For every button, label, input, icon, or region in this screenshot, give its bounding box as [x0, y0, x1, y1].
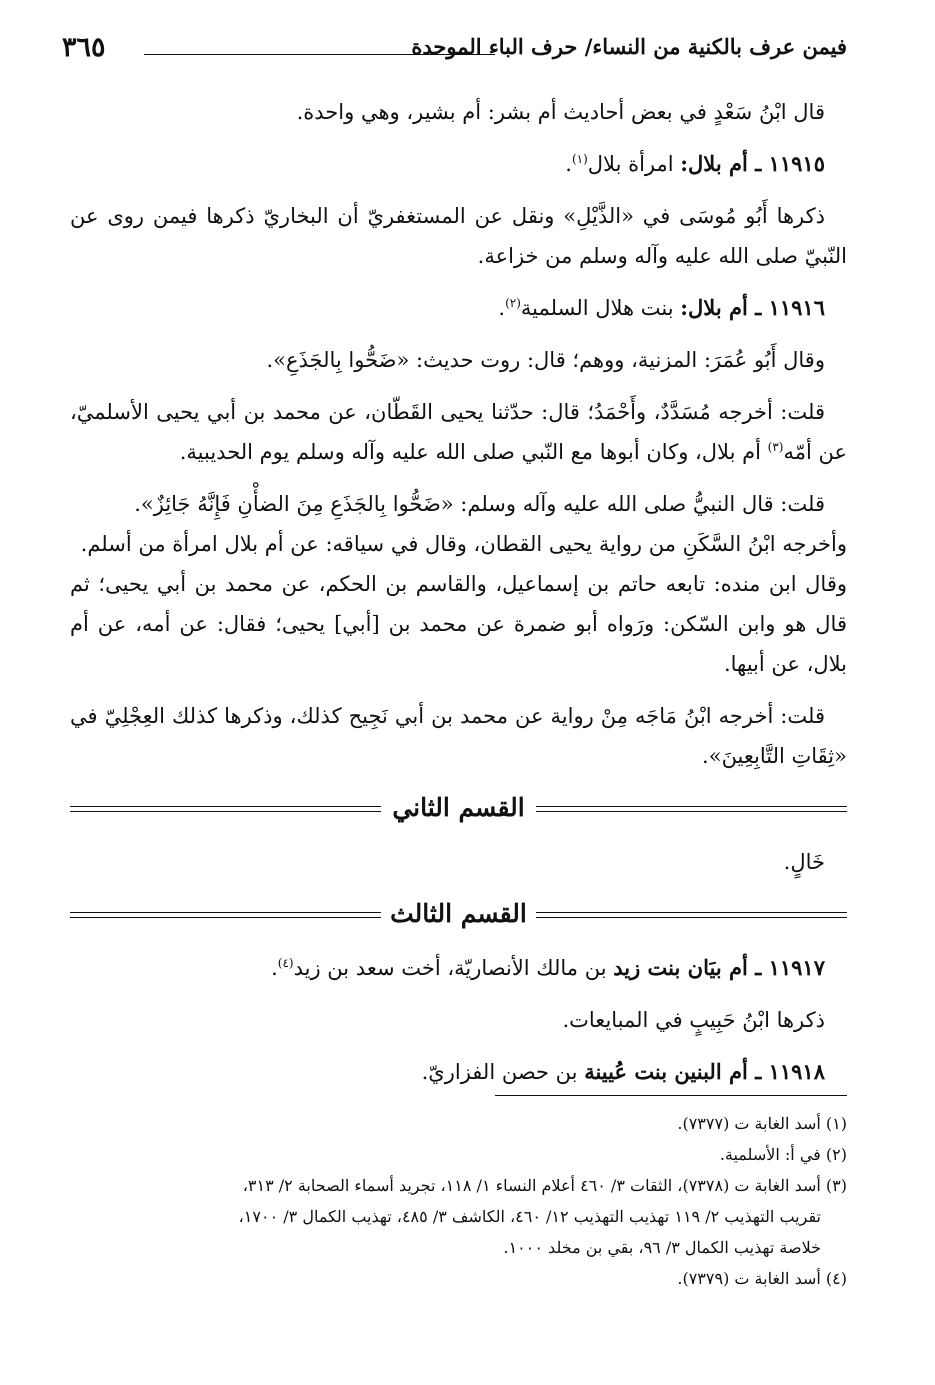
paragraph: قلت: قال النبيُّ صلى الله عليه وآله وسلم: «ضَحُّوا بِالجَذَعِ مِنَ الضأْنِ فَإِنَّهُ جَائِزٌ».	[134, 492, 825, 516]
footnote-ref: (٢)	[505, 296, 521, 310]
entry-end: .	[565, 152, 572, 176]
paragraph: وقال أَبُو عُمَرَ: المزنية، ووهم؛ قال: روت حديث: «ضَحُّوا بِالجَذَعِ».	[266, 348, 825, 372]
entry-end: .	[498, 296, 506, 320]
section-title: القسم الثالث	[390, 899, 527, 928]
paragraph: قلت: أخرجه ابْنُ مَاجَه مِنْ رواية عن محمد بن أبي نَجِيح كذلك، وذكرها كذلك العِجْلِيّ في «ثِقَاتِ التَّابِعِينَ».	[70, 704, 847, 768]
section-heading-2	[70, 788, 847, 832]
entry-heading: ١١٩١٦ ـ أم بلال:	[680, 295, 825, 320]
paragraph: قال ابْنُ سَعْدٍ في بعض أحاديث أم بشر: أم بشير، وهي واحدة.	[296, 100, 825, 124]
paragraph: ذكرها أَبُو مُوسَى في «الذَّيْلِ» ونقل عن المستغفريّ أن البخاريّ ذكرها فيمن روى عن النّبيّ صلى الله عليه وآله وسلم من خزاعة.	[70, 204, 847, 268]
footnote-1: (١) أسد الغابة ت (٧٣٧٧).	[677, 1114, 847, 1133]
footnote-ref: (٤)	[277, 956, 294, 970]
running-title: فيمن عرف بالكنية من النساء/ حرف الباء الموحدة	[411, 34, 847, 59]
main-text	[70, 92, 847, 1104]
paragraph-text: قلت: أخرجه مُسَدَّدٌ، وأَحْمَدُ؛ قال: حدّثنا يحيى القَطّان، عن محمد بن أبي يحيى الأسلميّ، عن أمّه	[70, 400, 847, 464]
paragraph	[70, 392, 847, 472]
entry-11918	[70, 1052, 847, 1092]
section-title: القسم الثاني	[392, 793, 525, 822]
entry-end: .	[271, 956, 278, 980]
entry-text: امرأة بلال	[587, 152, 681, 176]
entry-heading: ١١٩١٧ ـ أم بيَان بنت زيد	[613, 955, 825, 980]
footnote-ref: (٣)	[767, 440, 784, 454]
entry-heading: ١١٩١٨ ـ أم البنين بنت عُيينة	[584, 1059, 825, 1084]
footnote-3-cont: خلاصة تهذيب الكمال ٣/ ٩٦، بقي بن مخلد ١٠٠٠.	[503, 1238, 821, 1257]
footnote-ref: (١)	[571, 152, 588, 166]
entry-text: بن حصن الفزاريّ.	[421, 1060, 585, 1084]
entry-text: بن مالك الأنصاريّة، أخت سعد بن زيد	[293, 956, 614, 980]
footnote-4: (٤) أسد الغابة ت (٧٣٧٩).	[677, 1269, 847, 1288]
footnote-rule	[495, 1095, 847, 1096]
paragraph: خَالٍ.	[783, 850, 825, 874]
page-number: ٣٦٥	[62, 32, 106, 63]
paragraph: ذكرها ابْنُ حَبِيبٍ في المبايعات.	[562, 1008, 825, 1032]
footnote-3-cont: تقريب التهذيب ٢/ ١١٩ تهذيب التهذيب ١٢/ ٤٦٠، الكاشف ٣/ ٤٨٥، تهذيب الكمال ٣/ ١٧٠٠،	[238, 1207, 821, 1226]
entry-heading: ١١٩١٥ ـ أم بلال:	[680, 151, 825, 176]
paragraph-text: أم بلال، وكان أبوها مع النّبي صلى الله عليه وآله وسلم يوم الحديبية.	[179, 440, 768, 464]
page-header	[62, 32, 847, 72]
paragraph: وقال ابن منده: تابعه حاتم بن إسماعيل، والقاسم بن الحكم، عن محمد بن أبي يحيى؛ ثم قال هو وابن السّكن: ورَواه أبو ضمرة عن محمد بن [أبي] يحيى؛ فقال: عن أمه، عن أم بلال، عن أبيها.	[70, 572, 847, 676]
entry-11917	[70, 948, 847, 988]
paragraph: وأخرجه ابْنُ السَّكَنِ من رواية يحيى القطان، وقال في سياقه: عن أم بلال امرأة من أسلم.	[80, 532, 847, 556]
footnote-3: (٣) أسد الغابة ت (٧٣٧٨)، الثقات ٣/ ٤٦٠ أعلام النساء ١/ ١١٨، تجريد أسماء الصحابة ٢/ ٣١٣،	[242, 1176, 847, 1195]
entry-11916	[70, 288, 847, 328]
entry-11915	[70, 144, 847, 184]
footnotes	[70, 1108, 847, 1294]
footnote-2: (٢) في أ: الأسلمية.	[719, 1145, 847, 1164]
entry-text: بنت هلال السلمية	[520, 296, 681, 320]
section-heading-3	[70, 894, 847, 938]
